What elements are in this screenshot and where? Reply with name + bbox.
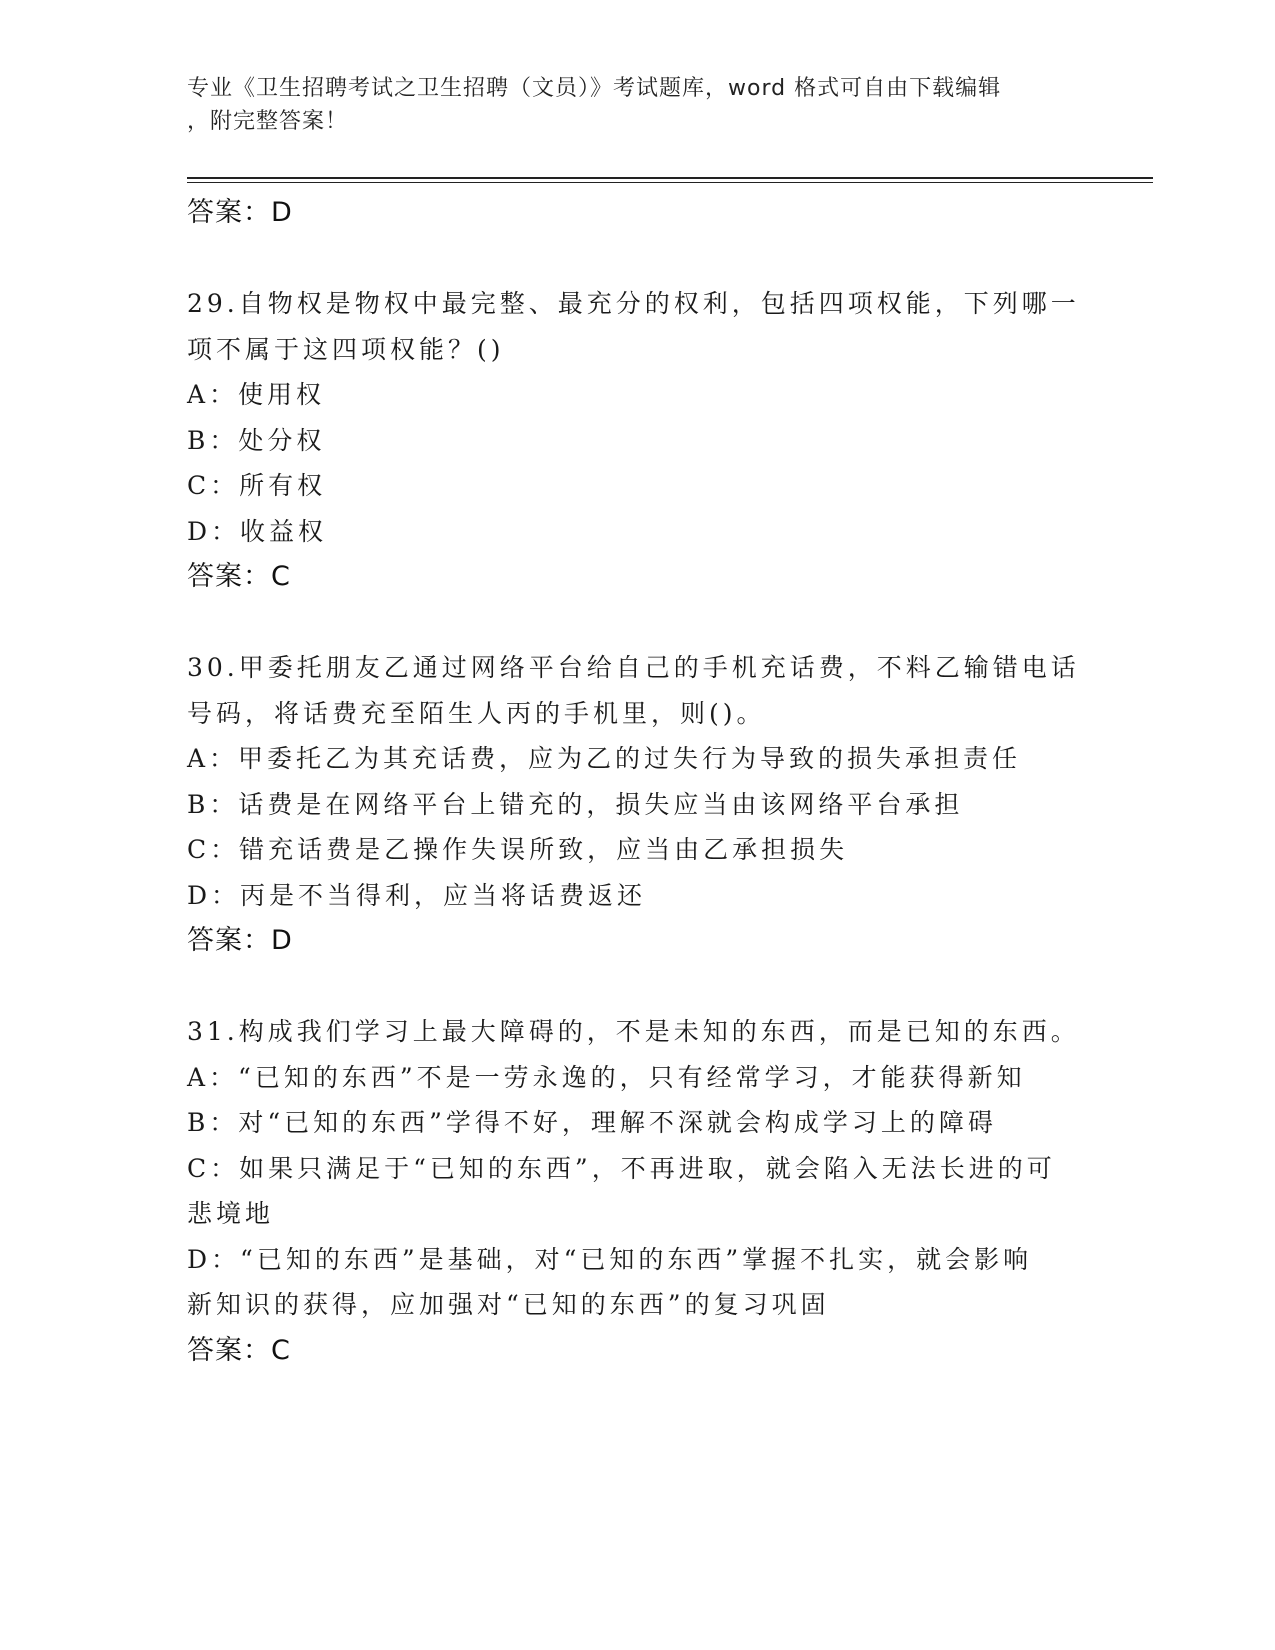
header-rule-thin <box>187 182 1153 183</box>
option-a: A：甲委托乙为其充话费，应为乙的过失行为导致的损失承担责任 <box>187 744 1022 773</box>
question-stem-line: 31.构成我们学习上最大障碍的，不是未知的东西，而是已知的东西。 <box>187 1017 1080 1046</box>
question-stem-line: 号码，将话费充至陌生人丙的手机里，则()。 <box>187 698 766 728</box>
header-line-1: 专业《卫生招聘考试之卫生招聘（文员）》考试题库，word 格式可自由下载编辑 <box>187 76 1002 101</box>
option-b: B：话费是在网络平台上错充的，损失应当由该网络平台承担 <box>187 789 964 819</box>
answer-line: 答案：C <box>187 561 291 592</box>
option-a: A：“已知的东西”不是一劳永逸的，只有经常学习，才能获得新知 <box>187 1062 1026 1092</box>
header-line-2: ，附完整答案！ <box>187 109 349 134</box>
question-stem-line: 29.自物权是物权中最完整、最充分的权利，包括四项权能，下列哪一 <box>187 289 1080 318</box>
option-c: C：所有权 <box>187 471 327 500</box>
answer-line: 答案：D <box>187 925 293 956</box>
question-31 <box>187 1009 1087 1373</box>
option-d: D：“已知的东西”是基础，对“已知的东西”掌握不扎实，就会影响 <box>187 1244 1033 1274</box>
option-b: B：对“已知的东西”学得不好，理解不深就会构成学习上的障碍 <box>187 1108 997 1137</box>
option-d: D：收益权 <box>187 516 328 546</box>
question-stem-line: 30.甲委托朋友乙通过网络平台给自己的手机充话费，不料乙输错电话 <box>187 653 1080 682</box>
question-stem-line: 项不属于这四项权能？() <box>187 334 505 364</box>
option-a: A：使用权 <box>187 380 326 409</box>
option-c-continued: 悲境地 <box>187 1199 275 1228</box>
answer-line: 答案：C <box>187 1334 291 1366</box>
option-c: C：如果只满足于“已知的东西”，不再进取，就会陷入无法长进的可 <box>187 1153 1056 1183</box>
answer-line-previous: 答案：D <box>187 197 293 228</box>
question-29 <box>187 281 1087 600</box>
option-d: D：丙是不当得利，应当将话费返还 <box>187 880 647 910</box>
document-header <box>187 72 1067 138</box>
option-c: C：错充话费是乙操作失误所致，应当由乙承担损失 <box>187 835 849 864</box>
question-30 <box>187 645 1087 964</box>
spacer <box>187 600 1087 646</box>
option-d-continued: 新知识的获得，应加强对“已知的东西”的复习巩固 <box>187 1290 830 1319</box>
question-list <box>187 190 1087 1373</box>
header-rule-thick <box>187 177 1153 179</box>
spacer <box>187 236 1087 282</box>
spacer <box>187 964 1087 1010</box>
option-b: B：处分权 <box>187 425 326 455</box>
